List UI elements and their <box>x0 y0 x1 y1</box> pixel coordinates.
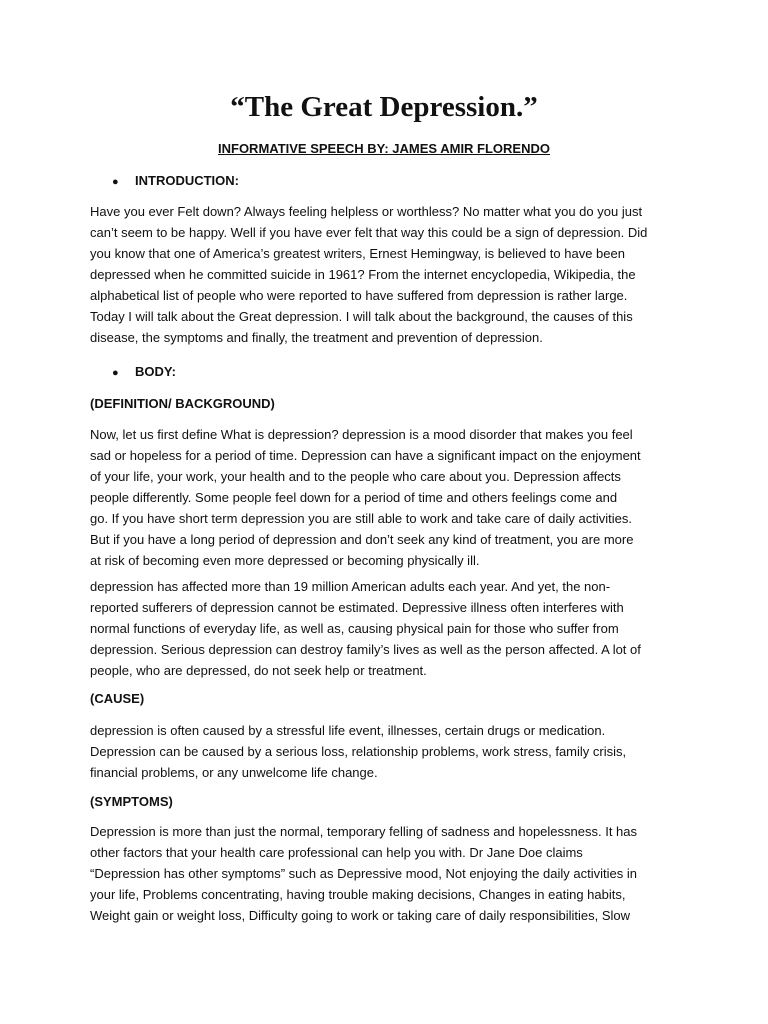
text-line: other factors that your health care professional can help you with. Dr Jane Doe claims <box>90 845 583 860</box>
body-heading: BODY: <box>135 364 176 379</box>
definition-paragraph-2 <box>90 576 680 681</box>
text-line: people, who are depressed, do not seek help or treatment. <box>90 663 427 678</box>
text-line: depression is often caused by a stressful life event, illnesses, certain drugs or medication. <box>90 723 606 738</box>
text-line: of your life, your work, your health and to the people who care about you. Depression affects <box>90 469 621 484</box>
text-line: sad or hopeless for a period of time. Depression can have a significant impact on the enjoyment <box>90 448 641 463</box>
text-line: people differently. Some people feel down for a period of time and others feelings come and <box>90 490 618 505</box>
definition-paragraph-1 <box>90 424 680 571</box>
document-subtitle: INFORMATIVE SPEECH BY: JAMES AMIR FLORENDO <box>218 141 550 156</box>
text-line: But if you have a long period of depression and don’t seek any kind of treatment, you are more <box>90 532 634 547</box>
text-line: depression has affected more than 19 million American adults each year. And yet, the non- <box>90 579 611 594</box>
bullet-dot-icon: ● <box>112 176 119 188</box>
bullet-dot-icon: ● <box>112 367 119 379</box>
cause-paragraph <box>90 720 680 783</box>
text-line: Depression is more than just the normal, temporary felling of sadness and hopelessness. It has <box>90 824 638 839</box>
text-line: depressed when he committed suicide in 1961? From the internet encyclopedia, Wikipedia, the <box>90 267 636 282</box>
bullet-body <box>112 364 176 381</box>
bullet-introduction <box>112 173 239 190</box>
text-line: Have you ever Felt down? Always feeling helpless or worthless? No matter what you do you just <box>90 204 643 219</box>
text-line: your life, Problems concentrating, having trouble making decisions, Changes in eating habits, <box>90 887 626 902</box>
definition-heading: (DEFINITION/ BACKGROUND) <box>90 396 275 411</box>
text-line: you know that one of America’s greatest writers, Ernest Hemingway, is believed to have been <box>90 246 625 261</box>
text-line: Now, let us first define What is depression? depression is a mood disorder that makes you feel <box>90 427 633 442</box>
text-line: Depression can be caused by a serious loss, relationship problems, work stress, family crisis, <box>90 744 627 759</box>
text-line: disease, the symptoms and finally, the treatment and prevention of depression. <box>90 330 543 345</box>
symptoms-paragraph <box>90 821 680 926</box>
text-line: depression. Serious depression can destroy family’s lives as well as the person affected. A lot of <box>90 642 641 657</box>
text-line: “Depression has other symptoms” such as Depressive mood, Not enjoying the daily activities in <box>90 866 637 881</box>
text-line: can’t seem to be happy. Well if you have ever felt that way this could be a sign of depression. Did <box>90 225 648 240</box>
document-title: “The Great Depression.” <box>230 91 538 123</box>
text-line: go. If you have short term depression you are still able to work and take care of daily activities. <box>90 511 632 526</box>
text-line: reported sufferers of depression cannot be estimated. Depressive illness often interferes with <box>90 600 624 615</box>
text-line: Today I will talk about the Great depression. I will talk about the background, the causes of this <box>90 309 633 324</box>
symptoms-heading: (SYMPTOMS) <box>90 794 173 809</box>
text-line: normal functions of everyday life, as well as, causing physical pain for those who suffer from <box>90 621 619 636</box>
text-line: financial problems, or any unwelcome life change. <box>90 765 378 780</box>
text-line: Weight gain or weight loss, Difficulty going to work or taking care of daily responsibilities, Slow <box>90 908 630 923</box>
cause-heading: (CAUSE) <box>90 691 145 706</box>
introduction-paragraph <box>90 201 680 348</box>
text-line: alphabetical list of people who were reported to have suffered from depression is rather large. <box>90 288 628 303</box>
text-line: at risk of becoming even more depressed or becoming physically ill. <box>90 553 480 568</box>
introduction-heading: INTRODUCTION: <box>135 173 239 188</box>
